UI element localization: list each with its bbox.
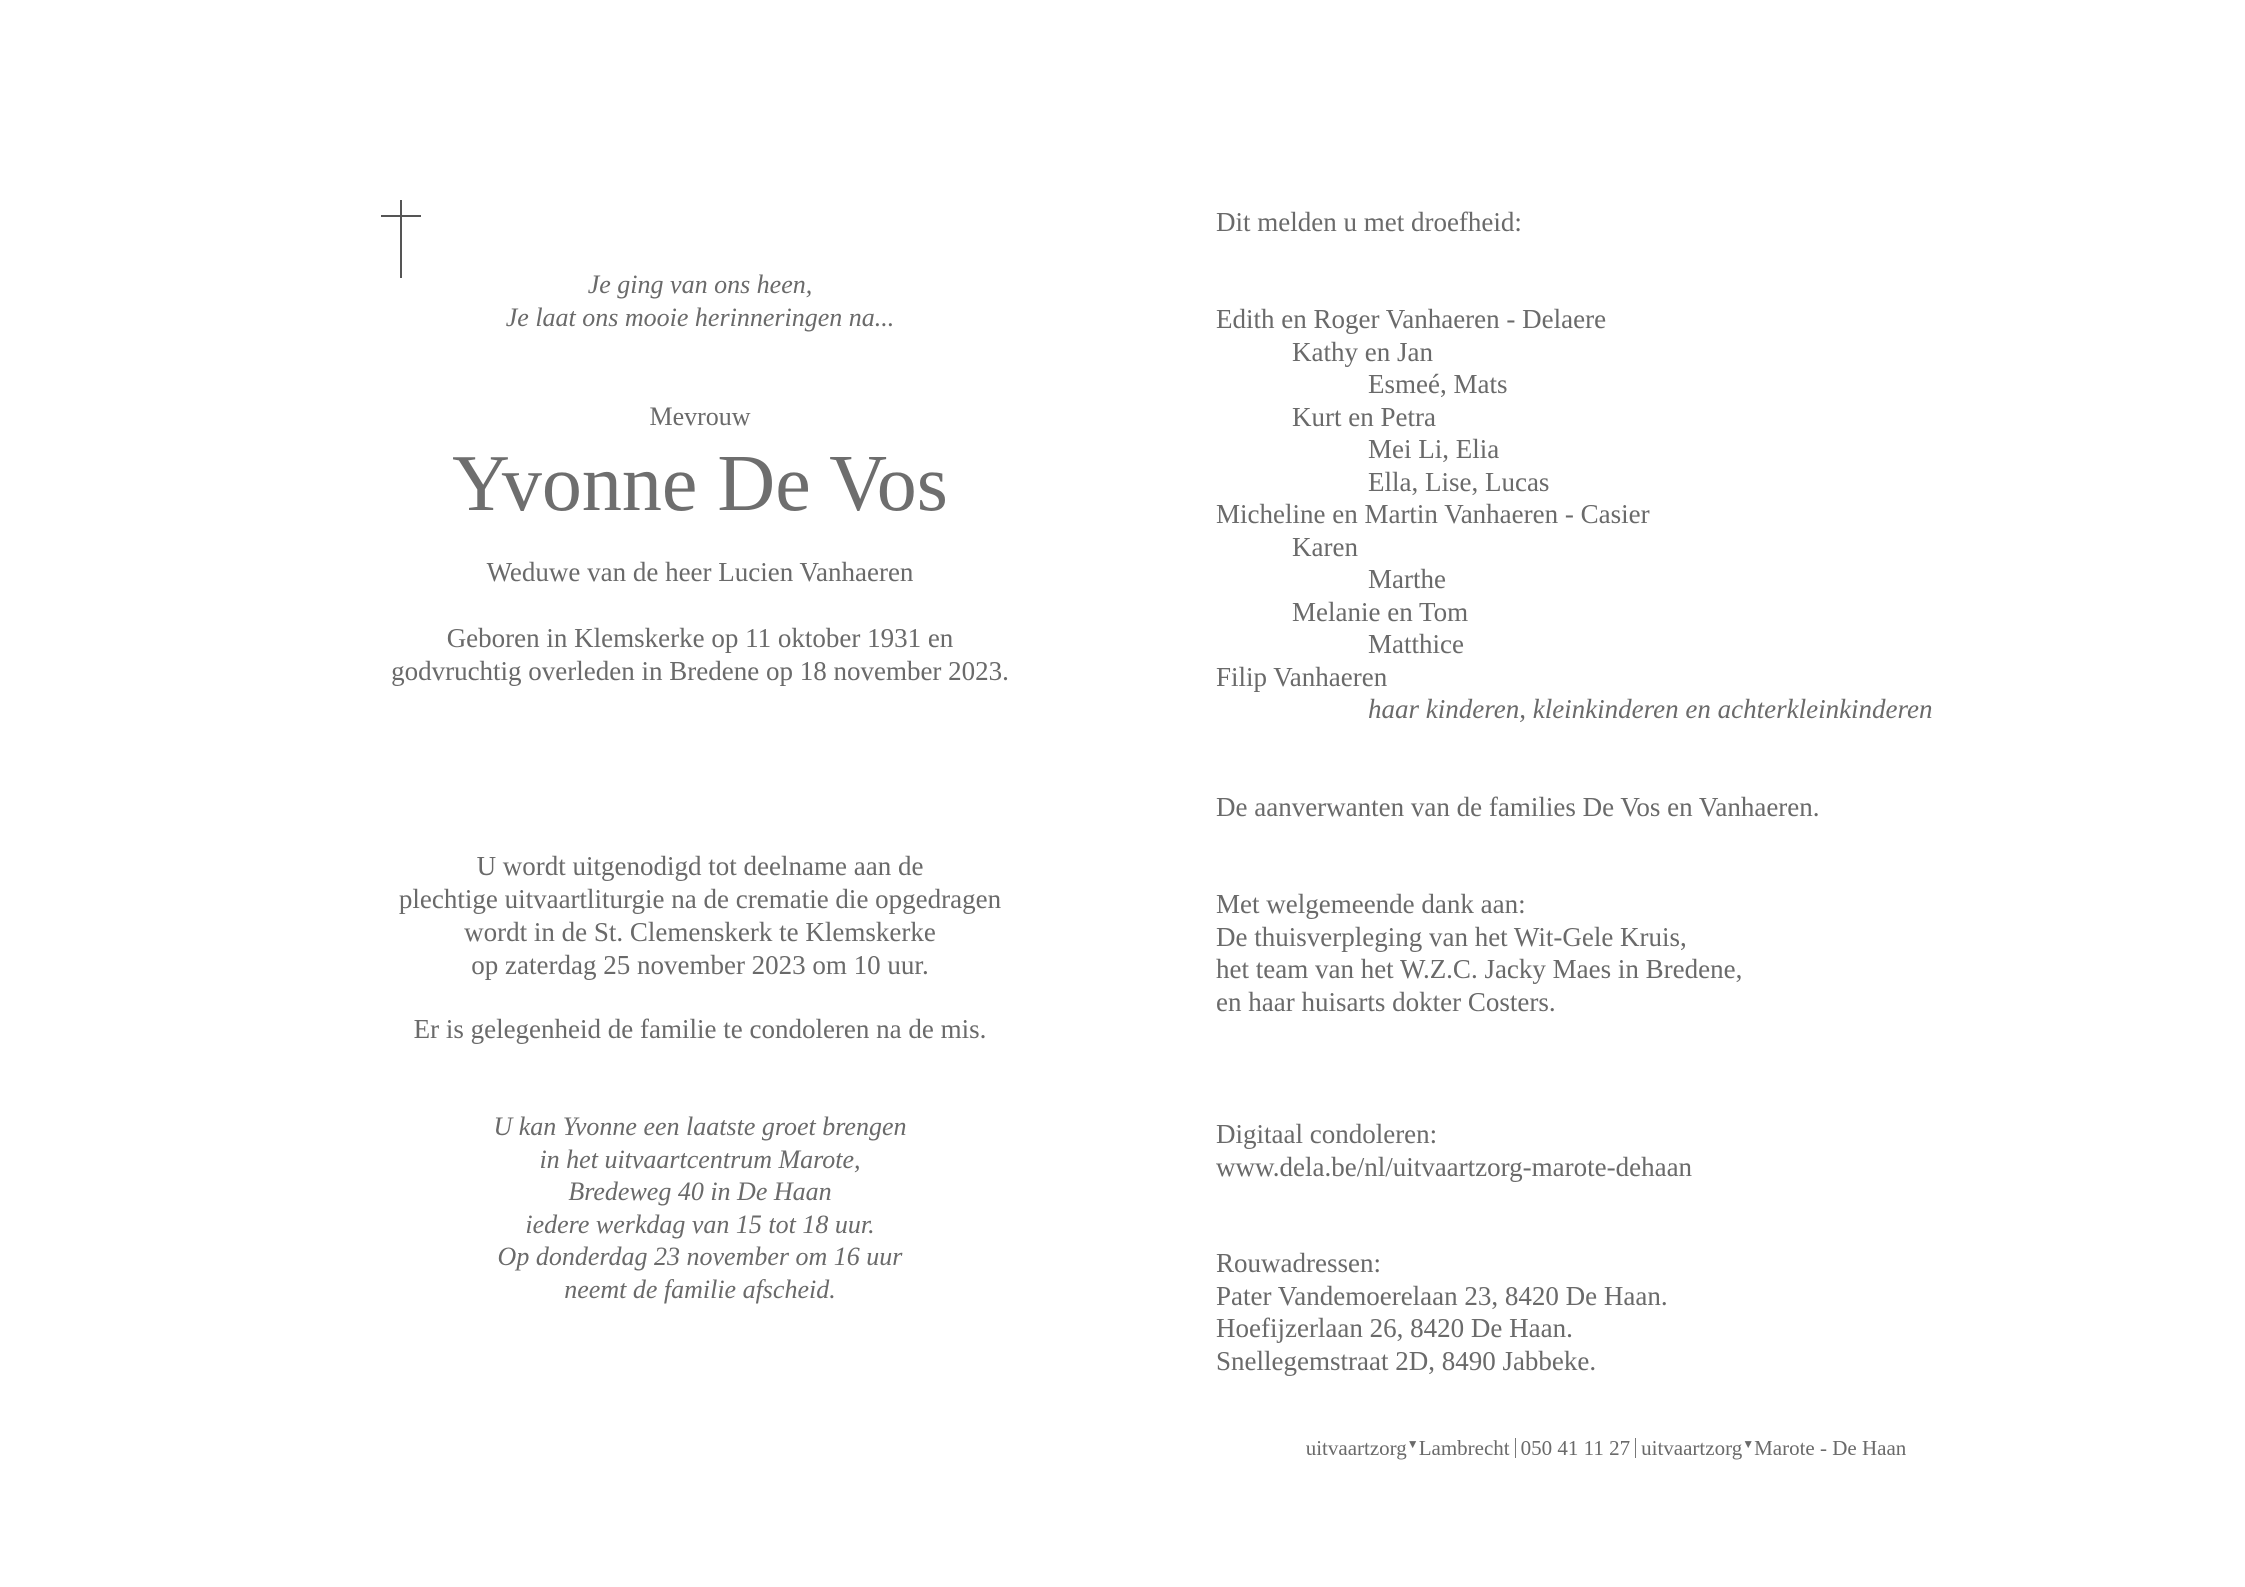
digital-label: Digitaal condoleren:	[1216, 1119, 1438, 1149]
digital-condolence	[1216, 1118, 2116, 1183]
farewell-line: in het uitvaartcentrum Marote,	[539, 1144, 861, 1174]
address-line: Pater Vandemoerelaan 23, 8420 De Haan.	[1216, 1280, 1668, 1311]
invitation	[300, 850, 1100, 982]
triangle-icon: ▼	[1406, 1437, 1419, 1451]
family-member-line: Ella, Lise, Lucas	[1368, 466, 1550, 497]
farewell-line: Bredeweg 40 in De Haan	[568, 1177, 832, 1206]
addresses-heading: Rouwadressen:	[1216, 1248, 1381, 1278]
footer-funeral-homes	[1216, 1431, 1996, 1461]
invitation-line: wordt in de St. Clemenskerk te Klemskerke	[464, 917, 936, 947]
family-member-line: Mei Li, Elia	[1368, 434, 1500, 464]
family-member-line: Micheline en Martin Vanhaeren - Casier	[1216, 499, 1650, 529]
birth-death	[300, 622, 1100, 688]
address-line: Hoefijzerlaan 26, 8420 De Haan.	[1216, 1313, 1573, 1343]
invitation-line: op zaterdag 25 november 2023 om 10 uur.	[471, 950, 929, 980]
verse	[300, 268, 1100, 334]
thanks-line: De thuisverpleging van het Wit-Gele Kruis,	[1216, 921, 1687, 952]
birth-death-line: Geboren in Klemskerke op 11 oktober 1931 en	[446, 623, 954, 653]
address-line: Snellegemstraat 2D, 8490 Jabbeke.	[1216, 1345, 1597, 1376]
family-member-line: Matthice	[1368, 629, 1464, 659]
cross-icon	[381, 200, 421, 278]
widow-line: Weduwe van de heer Lucien Vanhaeren	[486, 557, 914, 587]
thanks-line: en haar huisarts dokter Costers.	[1216, 986, 1556, 1017]
verse-line: Je laat ons mooie herinneringen na...	[505, 303, 895, 332]
invitation-line: plechtige uitvaartliturgie na de crematie die opgedragen	[398, 884, 1002, 914]
triangle-icon: ▼	[1742, 1437, 1755, 1451]
footer-divider	[1635, 1438, 1636, 1458]
condolence-link[interactable]: www.dela.be/nl/uitvaartzorg-marote-dehaan	[1216, 1151, 1693, 1182]
title-prefix: Mevrouw	[649, 402, 751, 431]
family-member-line: Kathy en Jan	[1292, 336, 1433, 367]
family-member-line: haar kinderen, kleinkinderen en achterkleinkinderen	[1368, 694, 1933, 724]
family-member-line: Esmeé, Mats	[1368, 369, 1508, 399]
farewell-line: neemt de familie afscheid.	[564, 1274, 836, 1304]
footer-divider	[1515, 1438, 1516, 1458]
condolence-note: Er is gelegenheid de familie te condoleren na de mis.	[413, 1014, 987, 1044]
thanks-line: Met welgemeende dank aan:	[1216, 889, 1526, 919]
invitation-line: U wordt uitgenodigd tot deelname aan de	[476, 851, 924, 881]
family-member-line: Edith en Roger Vanhaeren - Delaere	[1216, 304, 1607, 334]
footer-funeral-home: Marote - De Haan	[1754, 1436, 1907, 1460]
family-member-line: Marthe	[1368, 564, 1446, 594]
farewell-line: U kan Yvonne een laatste groet brengen	[493, 1112, 907, 1141]
footer-brand: uitvaartzorg	[1641, 1436, 1743, 1460]
birth-death-line: godvruchtig overleden in Bredene op 18 november 2023.	[391, 656, 1009, 686]
family-member-line: Melanie en Tom	[1292, 596, 1469, 627]
family-member-line: Filip Vanhaeren	[1216, 661, 1388, 692]
thanks-section	[1216, 888, 2116, 1018]
announcement-intro: Dit melden u met droefheid:	[1216, 207, 1522, 237]
family-member-line: Kurt en Petra	[1292, 401, 1436, 432]
relatives-line: De aanverwanten van de families De Vos en Vanhaeren.	[1216, 792, 1820, 822]
family-member-line: Karen	[1292, 531, 1358, 562]
farewell-line: iedere werkdag van 15 tot 18 uur.	[525, 1209, 875, 1239]
footer-phone: 050 41 11 27	[1520, 1436, 1631, 1460]
farewell-note	[300, 1111, 1100, 1306]
deceased-name: Yvonne De Vos	[452, 440, 948, 528]
footer-brand: uitvaartzorg	[1305, 1436, 1407, 1460]
family-list	[1216, 303, 2116, 726]
footer-funeral-home: Lambrecht	[1418, 1436, 1510, 1460]
farewell-line: Op donderdag 23 november om 16 uur	[497, 1242, 903, 1271]
mourning-addresses	[1216, 1247, 2116, 1377]
verse-line: Je ging van ons heen,	[587, 270, 813, 299]
thanks-line: het team van het W.Z.C. Jacky Maes in Bredene,	[1216, 954, 1743, 984]
